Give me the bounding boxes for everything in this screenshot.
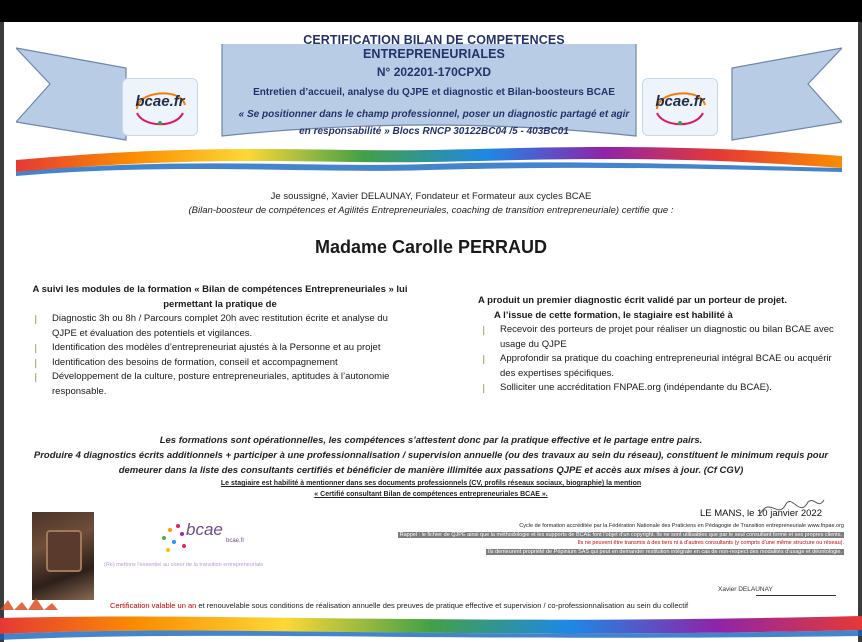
footer-conditions: et renouvelable sous conditions de réalisation annuelle des preuves de pratique effective et supervision / co-professionnalisation au sein du collectif: [196, 601, 689, 610]
certificate-title: CERTIFICATION BILAN DE COMPETENCES ENTREPRENEURIALES: [303, 33, 565, 61]
fine-print-line-4: Ils demeurent propriété de Pépinium SAS qui peut en demander restitution intégrale en cas de non-respect des modalités d’usage et déontologie.: [487, 548, 842, 555]
left-bullet-list: [30, 312, 410, 399]
left-column: [30, 283, 410, 399]
hourglass-icon: [46, 530, 82, 572]
bullet-icon: ❘: [480, 383, 488, 393]
mention-line-2: « Certifié consultant Bilan de compétences entrepreneuriales BCAE ».: [314, 491, 548, 498]
mention-note: [150, 478, 712, 500]
footer-note: [110, 601, 688, 610]
footer-validity: Certification valable un an: [110, 601, 197, 610]
brand-tagline: (Re) mettons l’essentiel au coeur de la transition entrepreneuriale: [104, 562, 264, 568]
logo-text: bcae.fr: [135, 93, 185, 110]
certificate-number: N° 202201-170CPXD: [376, 65, 492, 79]
right-bullet-list: [478, 323, 838, 396]
decorative-photo: [32, 512, 94, 600]
frame-left: [0, 22, 4, 642]
intro-line-1: Je soussigné, Xavier DELAUNAY, Fondateur et Formateur aux cycles BCAE: [270, 191, 592, 202]
frame-right: [858, 22, 862, 642]
conditions-line-2: Produire 4 diagnostics écrits additionnels + participer à une professionnalisation / supervision annuelle (ou des travaux au sein du réseau), constituent le minimum requis pour demeurer dans la liste des consultants certifiés et bénéficier de manière illimitée aux passations QJPE et accès aux mises à jour. (Cf CGV): [33, 450, 829, 476]
logo-text: bcae.fr: [655, 93, 705, 110]
brand-logo-text: bcae: [186, 520, 223, 539]
left-column-lead: A suivi les modules de la formation « Bilan de compétences Entrepreneuriales » lui permettant la pratique de: [32, 284, 408, 310]
bullet-icon: ❘: [32, 357, 40, 368]
recipient-name: Madame Carolle PERRAUD: [314, 237, 548, 257]
fine-print-line-3: Ils ne peuvent être transmis à des tiers ni à d’autres consultants (y compris d’une même structure ou réseau).: [577, 540, 844, 547]
fine-print: [378, 522, 844, 556]
bcae-logo-left: [122, 78, 198, 136]
mention-line-1: Le stagiaire est habilité à mentionner dans ses documents professionnels (CV, profils réseaux sociaux, biographie) la mention: [220, 480, 642, 487]
screen-top-bar: [0, 0, 862, 22]
bullet-icon: ❘: [480, 325, 488, 335]
intro-text: [60, 190, 802, 218]
header-quote: « Se positionner dans le champ professionnel, poser un diagnostic partagé et agir en responsabilité » Blocs RNCP 30122BC04 /5 - 403BC01: [238, 109, 630, 137]
fine-print-line-2: Rappel : le fichier de QJPE ainsi que la méthodologie et les supports de BCAE font l’objet d’un copyright. Ils ne sont utilisables que par le seul consultant formé et ses propres clients.: [399, 531, 842, 538]
bullet-icon: ❘: [32, 343, 40, 353]
signatory-name: Xavier DELAUNAY: [718, 586, 773, 593]
signature-underline: [756, 595, 836, 596]
list-item: ❘ Recevoir des porteurs de projet pour réaliser un diagnostic ou bilan BCAE avec usage du QJPE: [480, 324, 834, 350]
list-item: ❘ Identification des modèles d’entrepreneuriat ajustés à la Personne et au projet: [30, 341, 410, 356]
right-column: [478, 294, 838, 396]
bcae-brand-logo: [152, 516, 272, 560]
conditions-paragraph: [20, 433, 842, 478]
right-column-lead-2: A l’issue de cette formation, le stagiaire est habilité à: [494, 309, 733, 321]
intro-line-2: (Bilan-boosteur de compétences et Agilités Entrepreneuriales, coaching de transition entrepreneuriale) certifie que :: [188, 205, 674, 216]
bcae-logo-right: [642, 78, 718, 136]
list-item: ❘ Développement de la culture, posture entrepreneuriales, aptitudes à l’autonomie responsable.: [32, 371, 390, 397]
bullet-icon: ❘: [480, 354, 488, 364]
date-place: LE MANS, le 10 janvier 2022: [700, 508, 822, 519]
list-item: ❘ Diagnostic 3h ou 8h / Parcours complet 20h avec restitution écrite et analyse du QJPE et évaluation des potentiels et vigilances.: [32, 313, 388, 339]
list-item: ❘ Solliciter une accréditation FNPAE.org (indépendante du BCAE).: [478, 381, 838, 396]
header-subtitle: Entretien d’accueil, analyse du QJPE et diagnostic et Bilan-boosteurs BCAE: [253, 87, 615, 98]
brand-logo-sub: bcae.fr: [226, 538, 245, 544]
header-text-block: [232, 33, 636, 140]
bullet-icon: ❘: [32, 314, 40, 324]
list-item: ❘ Identification des besoins de formation, conseil et accompagnement: [30, 356, 410, 371]
fine-print-line-1: Cycle de formation accréditée par la Fédération Nationale des Praticiens en Pédagogie de Transition entrepreneuriale www.fnpae.org: [519, 523, 844, 529]
bottom-rainbow-ribbon: [0, 612, 862, 642]
conditions-line-1: Les formations sont opérationnelles, les compétences s’attestent donc par la pratique effective et le partage entre pairs.: [159, 435, 703, 446]
bullet-icon: ❘: [32, 372, 40, 382]
signature-scribble: [756, 492, 826, 522]
right-column-lead: A produit un premier diagnostic écrit validé par un porteur de projet.: [478, 295, 787, 306]
list-item: ❘ Approfondir sa pratique du coaching entrepreneurial intégral BCAE ou acquérir des expertises spécifiques.: [480, 353, 832, 379]
